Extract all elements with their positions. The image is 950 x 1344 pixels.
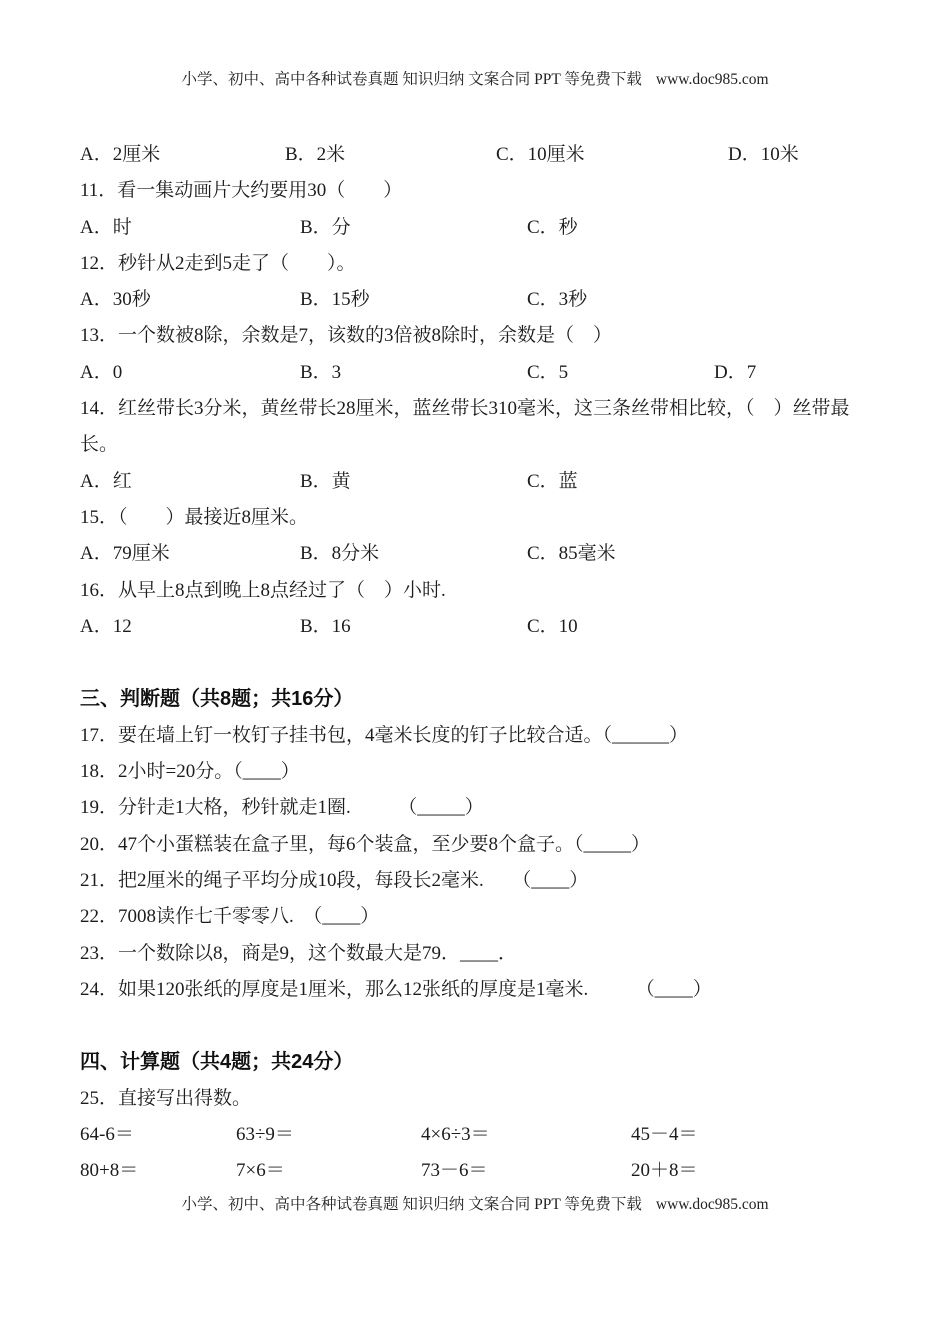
exam-body <box>80 137 880 1190</box>
question-12-text: 12．秒针从2走到5走了（ ）。 <box>80 252 356 274</box>
q12-option-a: A．30秒 <box>80 289 151 311</box>
q11-option-c: C．秒 <box>527 216 578 238</box>
q15-options-row <box>80 536 880 572</box>
q15-option-a: A．79厘米 <box>80 543 170 565</box>
header-note <box>0 67 950 89</box>
q10-option-c: C．10厘米 <box>496 144 585 165</box>
question-13-text: 13．一个数被8除，余数是7，该数的3倍被8除时，余数是（ ） <box>80 325 613 347</box>
question-18-text: 18．2小时=20分。（____） <box>80 761 300 783</box>
q25-expression-2-1: 80+8＝ <box>80 1160 139 1182</box>
question-15-text: 15．（ ）最接近8厘米。 <box>80 506 309 528</box>
q15-option-b: B．8分米 <box>300 543 380 565</box>
question-20-text: 20．47个小蛋糕装在盒子里，每6个装盒，至少要8个盒子。（_____） <box>80 833 651 855</box>
q13-option-d: D．7 <box>714 361 757 383</box>
q25-expression-1-3: 4×6÷3＝ <box>421 1124 490 1146</box>
q10-option-d: D．10米 <box>728 144 799 165</box>
q25-expression-1-2: 63÷9＝ <box>236 1124 294 1146</box>
q14-option-a: A．红 <box>80 470 132 492</box>
footer-note <box>0 1192 950 1214</box>
question-23-text: 23．一个数除以8，商是9，这个数最大是79．____． <box>80 942 518 964</box>
q14-options-row <box>80 464 880 500</box>
question-11-text: 11．看一集动画片大约要用30（ ） <box>80 180 403 202</box>
q12-option-c: C．3秒 <box>527 289 588 311</box>
q12-option-b: B．15秒 <box>300 289 370 311</box>
footer-site-url: www.doc985.com <box>655 1196 769 1213</box>
header-note-text: 小学、初中、高中各种试卷真题 知识归纳 文案合同 PPT 等免费下载 <box>181 71 642 88</box>
section-4-title: 四、计算题（共4题；共24分） <box>80 1051 354 1074</box>
question-25-text: 25．直接写出得数。 <box>80 1087 252 1109</box>
question-19-text: 19．分针走1大格，秒针就走1圈. （_____） <box>80 797 484 819</box>
question-17-text: 17．要在墙上钉一枚钉子挂书包，4毫米长度的钉子比较合适。（______） <box>80 724 689 746</box>
q16-option-a: A．12 <box>80 615 132 637</box>
question-22-text: 22．7008读作七千零零八. （____） <box>80 906 380 928</box>
q11-option-b: B．分 <box>300 216 351 238</box>
q25-expression-row-1 <box>80 1117 880 1153</box>
q25-expression-2-3: 73－6＝ <box>421 1160 488 1182</box>
footer-note-text: 小学、初中、高中各种试卷真题 知识归纳 文案合同 PPT 等免费下载 <box>181 1196 642 1213</box>
q25-expression-2-4: 20＋8＝ <box>631 1160 698 1182</box>
q25-expression-2-2: 7×6＝ <box>236 1160 285 1182</box>
q10-options-row <box>80 137 880 173</box>
q16-options-row <box>80 609 880 645</box>
question-24-text: 24．如果120张纸的厚度是1厘米，那么12张纸的厚度是1毫米. （____） <box>80 978 712 1000</box>
q25-expression-row-2 <box>80 1153 880 1189</box>
q14-option-c: C．蓝 <box>527 470 578 492</box>
q16-option-c: C．10 <box>527 615 578 637</box>
question-21-text: 21．把2厘米的绳子平均分成10段，每段长2毫米. （____） <box>80 869 589 891</box>
q13-option-a: A．0 <box>80 361 123 383</box>
header-site-url: www.doc985.com <box>655 71 769 88</box>
q15-option-c: C．85毫米 <box>527 543 616 565</box>
q13-option-c: C．5 <box>527 361 569 383</box>
q14-option-b: B．黄 <box>300 470 351 492</box>
q16-option-b: B．16 <box>300 615 351 637</box>
q13-option-b: B．3 <box>300 361 342 383</box>
q13-options-row <box>80 355 880 391</box>
question-16-text: 16．从早上8点到晚上8点经过了（ ）小时. <box>80 579 446 601</box>
question-14-text-line1: 14．红丝带长3分米，黄丝带长28厘米，蓝丝带长310毫米，这三条丝带相比较，（ ）丝带最 <box>80 398 850 420</box>
q25-expression-1-1: 64-6＝ <box>80 1124 134 1146</box>
section-3-title: 三、判断题（共8题；共16分） <box>80 688 354 711</box>
q11-options-row <box>80 210 880 246</box>
q10-option-a: A．2厘米 <box>80 144 161 165</box>
question-14-text-line2: 长。 <box>80 434 119 456</box>
q12-options-row <box>80 282 880 318</box>
q25-expression-1-4: 45－4＝ <box>631 1124 698 1146</box>
q10-option-b: B．2米 <box>285 144 346 165</box>
q11-option-a: A．时 <box>80 216 132 238</box>
